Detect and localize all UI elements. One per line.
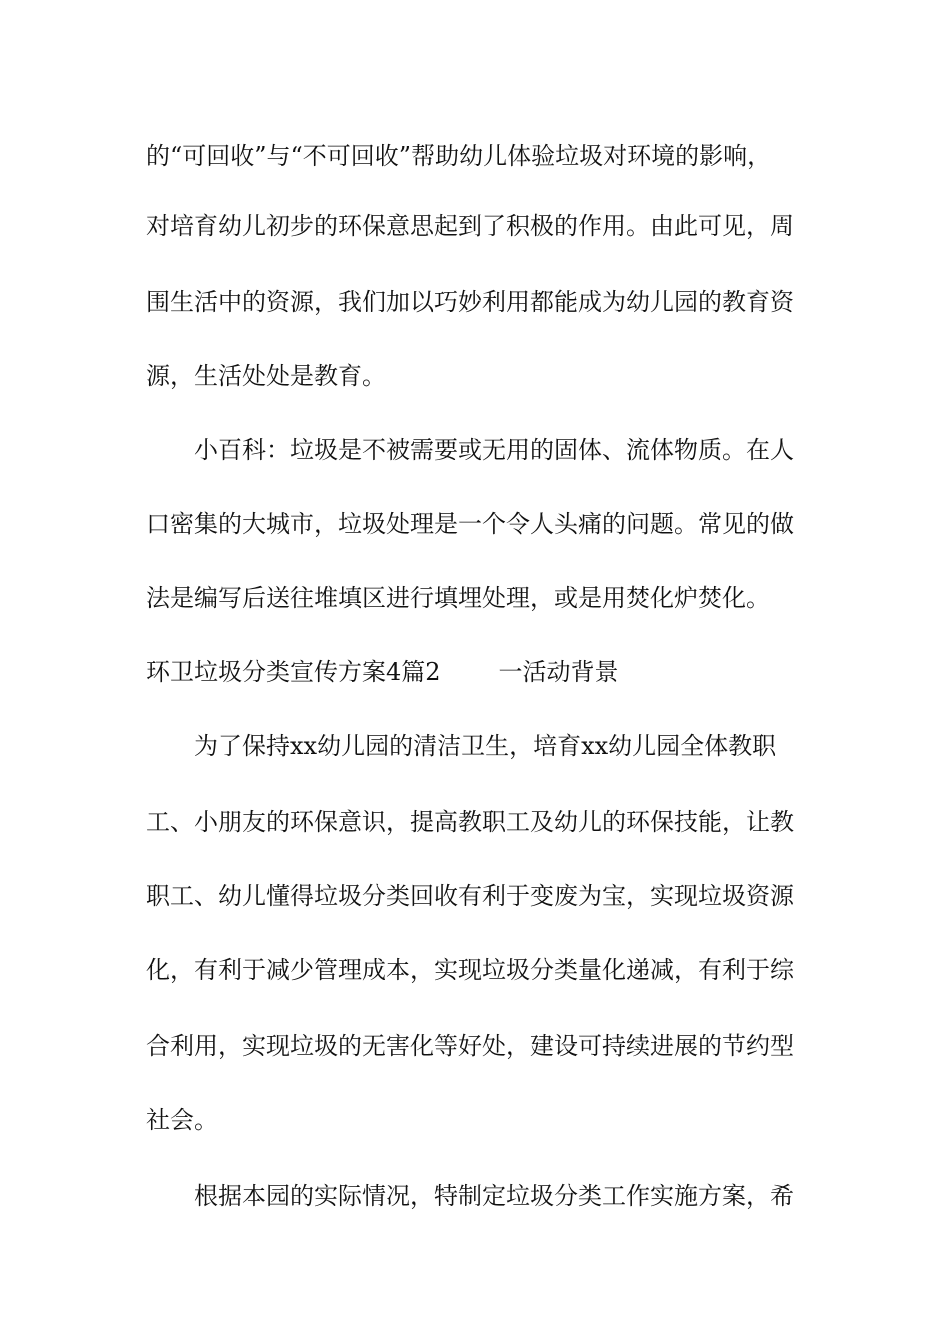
paragraph-line: 职工、幼儿懂得垃圾分类回收有利于变废为宝，实现垃圾资源 bbox=[146, 882, 794, 910]
paragraph-line: 小百科：垃圾是不被需要或无用的固体、流体物质。在人 bbox=[194, 436, 794, 464]
document-title: 环卫垃圾分类宣传方案4篇2 bbox=[146, 658, 441, 686]
paragraph-line: 社会。 bbox=[146, 1106, 218, 1134]
section-heading bbox=[146, 656, 836, 688]
paragraph-line: 口密集的大城市，垃圾处理是一个令人头痛的问题。常见的做 bbox=[146, 510, 794, 538]
paragraph-line: 根据本园的实际情况，特制定垃圾分类工作实施方案，希 bbox=[194, 1182, 794, 1210]
paragraph-line: 的“可回收”与“不可回收”帮助幼儿体验垃圾对环境的影响， bbox=[146, 142, 772, 170]
paragraph-line: 围生活中的资源，我们加以巧妙利用都能成为幼儿园的教育资 bbox=[146, 288, 794, 316]
paragraph-line: 工、小朋友的环保意识，提高教职工及幼儿的环保技能，让教 bbox=[146, 808, 794, 836]
paragraph-line: 对培育幼儿初步的环保意思起到了积极的作用。由此可见，周 bbox=[146, 212, 794, 240]
paragraph-line: 为了保持xx幼儿园的清洁卫生，培育xx幼儿园全体教职 bbox=[194, 732, 777, 760]
paragraph-line: 法是编写后送往堆填区进行填埋处理，或是用焚化炉焚化。 bbox=[146, 584, 770, 612]
paragraph-line: 化，有利于减少管理成本，实现垃圾分类量化递减，有利于综 bbox=[146, 956, 794, 984]
section-title: 一活动背景 bbox=[498, 658, 619, 686]
paragraph-line: 源，生活处处是教育。 bbox=[146, 362, 386, 390]
paragraph-line: 合利用，实现垃圾的无害化等好处，建设可持续进展的节约型 bbox=[146, 1032, 794, 1060]
